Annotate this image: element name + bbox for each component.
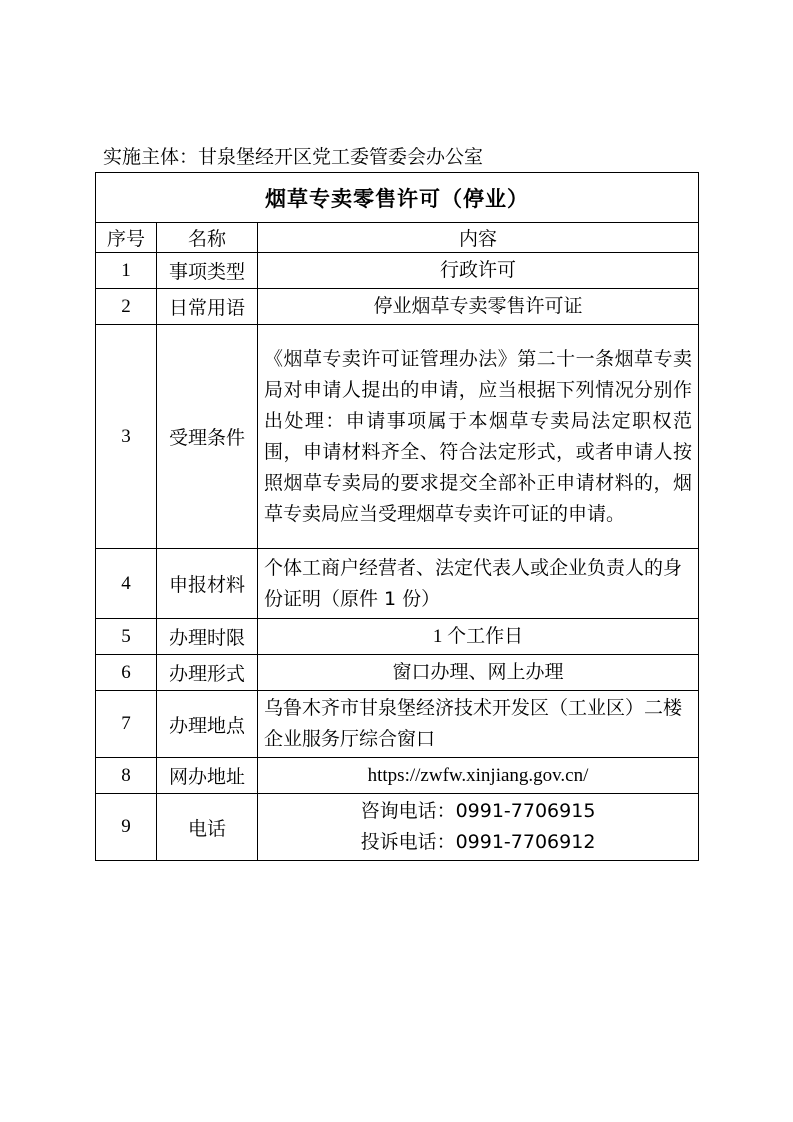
column-header-content: 内容 [258,223,699,253]
column-header-name: 名称 [157,223,258,253]
row-name: 办理地点 [157,691,258,758]
table-row [96,655,699,691]
web-address-link[interactable]: https://zwfw.xinjiang.gov.cn/ [258,758,699,794]
row-content: 个体工商户经营者、法定代表人或企业负责人的身份证明（原件 1 份） [258,549,699,619]
table-row [96,549,699,619]
row-name: 受理条件 [157,325,258,549]
row-content [258,794,699,861]
row-number: 6 [96,655,157,691]
row-number: 8 [96,758,157,794]
table-row [96,289,699,325]
row-name: 办理形式 [157,655,258,691]
row-content: 停业烟草专卖零售许可证 [258,289,699,325]
table-row [96,794,699,861]
table-row [96,619,699,655]
row-name: 日常用语 [157,289,258,325]
row-name: 申报材料 [157,549,258,619]
table-title: 烟草专卖零售许可（停业） [96,173,699,223]
table-header-row [96,223,699,253]
row-content: 1 个工作日 [258,619,699,655]
complaint-phone: 投诉电话：0991-7706912 [360,831,596,853]
row-name: 办理时限 [157,619,258,655]
row-number: 2 [96,289,157,325]
row-number: 5 [96,619,157,655]
row-number: 7 [96,691,157,758]
row-content: 行政许可 [258,253,699,289]
service-table [95,172,699,861]
table-row [96,758,699,794]
consult-phone: 咨询电话：0991-7706915 [360,800,596,822]
row-content: 窗口办理、网上办理 [258,655,699,691]
row-name: 事项类型 [157,253,258,289]
column-header-no: 序号 [96,223,157,253]
row-number: 9 [96,794,157,861]
row-number: 4 [96,549,157,619]
row-name: 网办地址 [157,758,258,794]
table-row [96,253,699,289]
row-content: 《烟草专卖许可证管理办法》第二十一条烟草专卖局对申请人提出的申请，应当根据下列情况分别作出处理：申请事项属于本烟草专卖局法定职权范围，申请材料齐全、符合法定形式，或者申请人按照烟草专卖局的要求提交全部补正申请材料的，烟草专卖局应当受理烟草专卖许可证的申请。 [258,325,699,549]
table-title-row [96,173,699,223]
row-content: 乌鲁木齐市甘泉堡经济技术开发区（工业区）二楼企业服务厅综合窗口 [258,691,699,758]
table-row [96,325,699,549]
row-name: 电话 [157,794,258,861]
row-number: 3 [96,325,157,549]
table-row [96,691,699,758]
implementing-subject: 实施主体：甘泉堡经开区党工委管委会办公室 [103,146,484,168]
row-number: 1 [96,253,157,289]
